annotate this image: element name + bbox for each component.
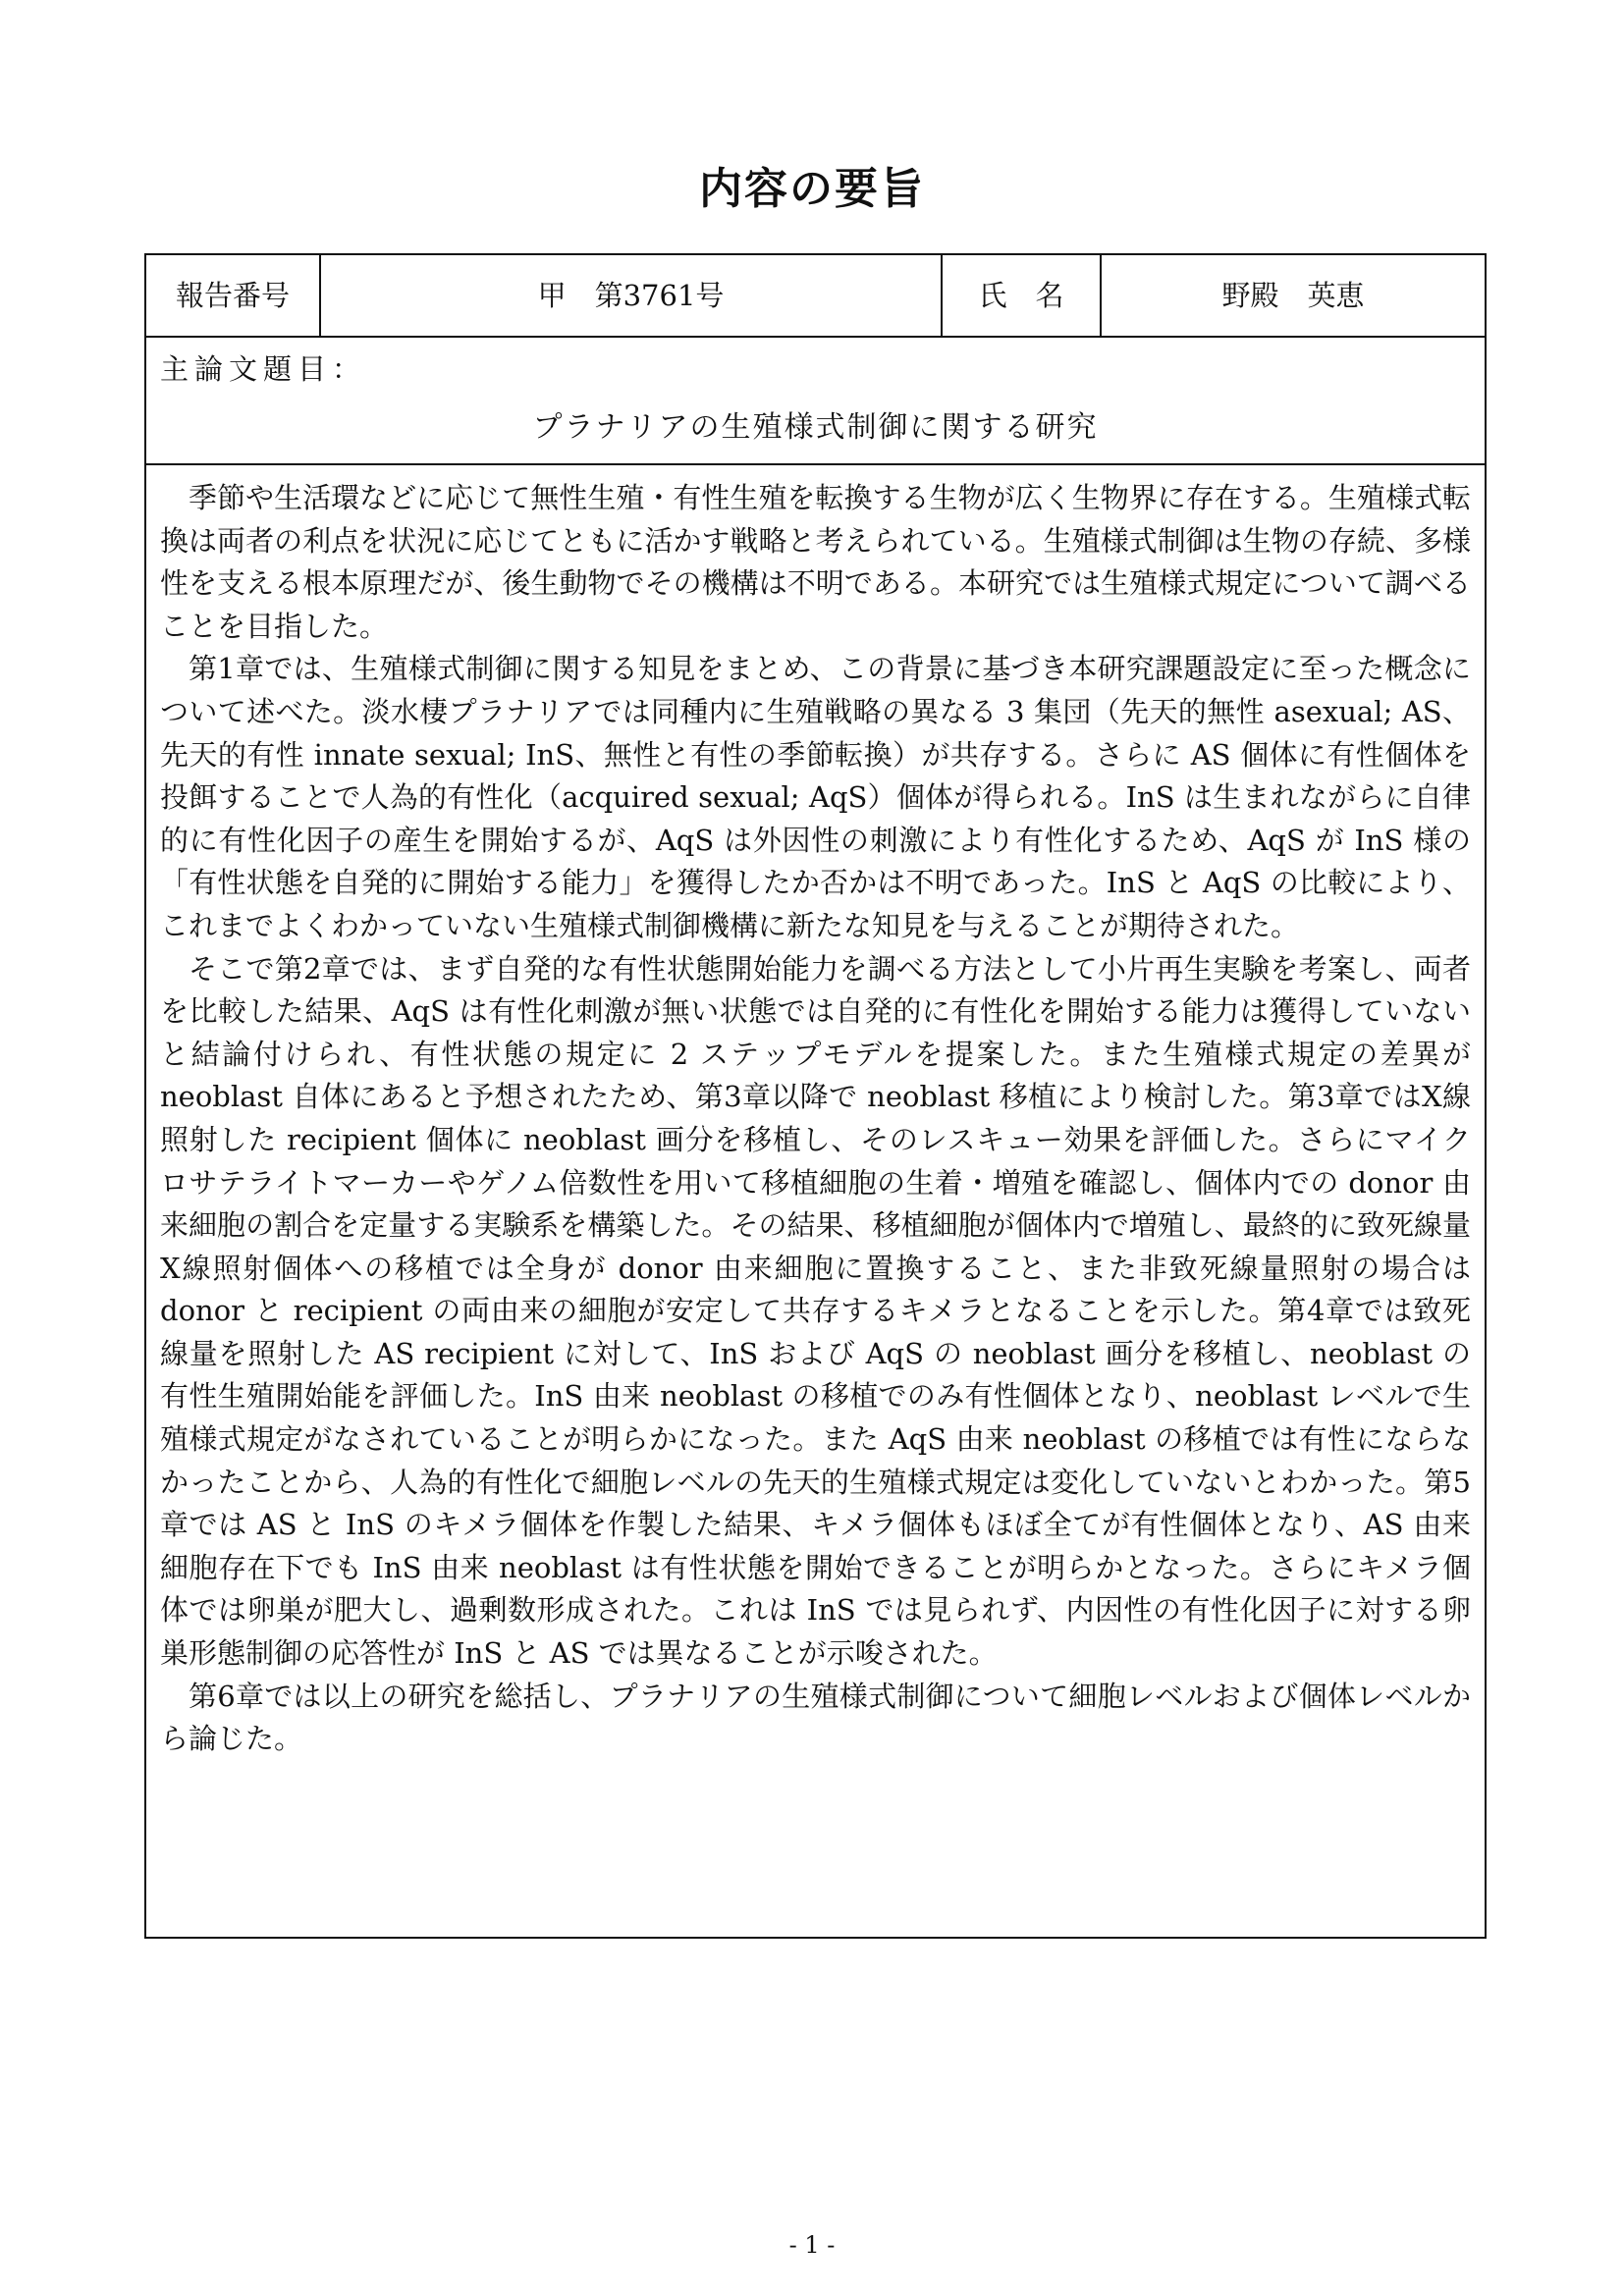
thesis-label: 主論文題目： <box>160 352 367 386</box>
report-number-value: 甲 第3761号 <box>321 255 943 336</box>
abstract-paragraph: 季節や生活環などに応じて無性生殖・有性生殖を転換する生物が広く生物界に存在する。生殖様式転換は両者の利点を状況に応じてともに活かす戦略と考えられている。生殖様式制御は生物の存続、多様性を支える根本原理だが、後生動物でその機構は不明である。本研究では生殖様式規定について調べることを目指した。 <box>160 481 1471 643</box>
abstract-paragraph: 第1章では、生殖様式制御に関する知見をまとめ、この背景に基づき本研究課題設定に至った概念について述べた。淡水棲プラナリアでは同種内に生殖戦略の異なる 3 集団（先天的無性 asexual; AS、先天的有性 innate sexual; InS、無性と有性の季節転換）が共存する。さらに AS 個体に有性個体を投餌することで人為的有性化（acquired sexual; AqS）個体が得られる。InS は生まれながらに自律的に有性化因子の産生を開始するが、AqS は外因性の刺激により有性化するため、AqS が InS 様の「有性状態を自発的に開始する能力」を獲得したか否かは不明であった。InS と AqS の比較により、これまでよくわかっていない生殖様式制御機構に新たな知見を与えることが期待された。 <box>160 652 1471 942</box>
summary-form <box>144 253 1487 1939</box>
abstract-paragraph: そこで第2章では、まず自発的な有性状態開始能力を調べる方法として小片再生実験を考案し、両者を比較した結果、AqS は有性化刺激が無い状態では自発的に有性化を開始する能力は獲得していないと結論付けられ、有性状態の規定に 2 ステップモデルを提案した。また生殖様式規定の差異が neoblast 自体にあると予想されたため、第3章以降で neoblast 移植により検討した。第3章ではX線照射した recipient 個体に neoblast 画分を移植し、そのレスキュー効果を評価した。さらにマイクロサテライトマーカーやゲノム倍数性を用いて移植細胞の生着・増殖を確認し、個体内での donor 由来細胞の割合を定量する実験系を構築した。その結果、移植細胞が個体内で増殖し、最終的に致死線量X線照射個体への移植では全身が donor 由来細胞に置換すること、また非致死線量照射の場合は donor と recipient の両由来の細胞が安定して共存するキメラとなることを示した。第4章では致死線量を照射した AS recipient に対して、InS および AqS の neoblast 画分を移植し、neoblast の有性生殖開始能を評価した。InS 由来 neoblast の移植でのみ有性個体となり、neoblast レベルで生殖様式規定がなされていることが明らかになった。また AqS 由来 neoblast の移植では有性にならなかったことから、人為的有性化で細胞レベルの先天的生殖様式規定は変化していないとわかった。第5章では AS と InS のキメラ個体を作製した結果、キメラ個体もほぼ全てが有性個体となり、AS 由来細胞存在下でも InS 由来 neoblast は有性状態を開始できることが明らかとなった。さらにキメラ個体では卵巣が肥大し、過剰数形成された。これは InS では見られず、内因性の有性化因子に対する卵巣形態制御の応答性が InS と AS では異なることが示唆された。 <box>160 951 1471 1671</box>
abstract-paragraph: 第6章では以上の研究を総括し、プラナリアの生殖様式制御について細胞レベルおよび個体レベルから論じた。 <box>160 1679 1471 1756</box>
name-value: 野殿 英恵 <box>1221 279 1365 312</box>
page-number: - 1 - <box>788 2231 836 2259</box>
thesis-title: プラナリアの生殖様式制御に関する研究 <box>532 410 1099 445</box>
thesis-title-row <box>146 338 1485 465</box>
info-table-row <box>146 255 1485 338</box>
report-number-label: 報告番号 <box>146 255 321 336</box>
name-label: 氏 名 <box>943 255 1102 336</box>
page-title: 内容の要旨 <box>699 164 925 214</box>
abstract-body <box>160 477 1471 1761</box>
